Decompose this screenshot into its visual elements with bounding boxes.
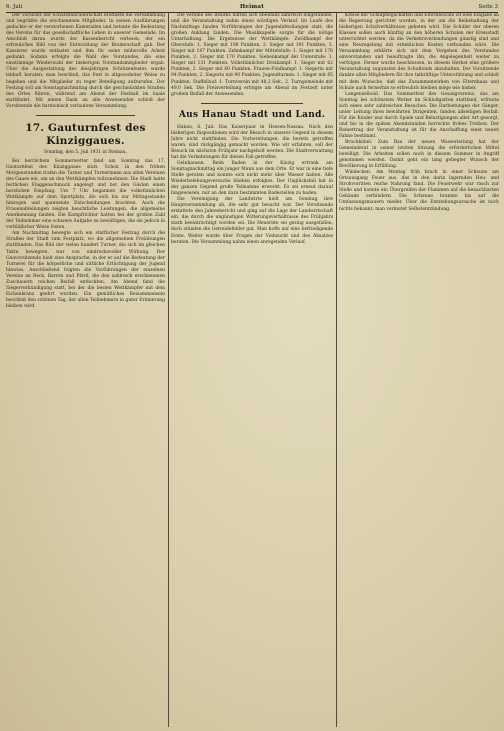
divider <box>36 115 135 116</box>
column-1 <box>6 13 165 727</box>
column-2 <box>171 13 333 727</box>
header-title: Heimat <box>240 4 264 10</box>
header-page-number: Seite 3 <box>478 4 498 10</box>
article-paragraph: Die Vereine des Bezirks hatten sich ebenfalls zahlreich eingefunden, und die Veranstaltung nahm einen würdigen Verlauf. Im Laufe des Nachmittags fanden Vorführungen der Jugendabteilungen statt, die großen Anklang fanden. Die Musikkapelle sorgte für die nötige Unterhaltung. Die Ergebnisse der Wettkämpfe: Zwölfkampf der Oberstufe: 1. Sieger mit 198 Punkten, 2. Sieger mit 191 Punkten, 3. Sieger mit 187 Punkten. Zehnkampf der Mittelstufe: 1. Sieger mit 176 Punkten, 2. Sieger mit 170 Punkten. Siebenkampf der Unterstufe: 1. Sieger mit 131 Punkten. Volkstümlicher Dreikampf: 1. Sieger mit 62 Punkten, 2. Sieger mit 60 Punkten. Frauen-Fünfkampf: 1. Siegerin mit 94 Punkten, 2. Siegerin mit 90 Punkten. Jugendturnen: 1. Sieger mit 85 Punkten. Staffellauf: 1. Turnverein mit 48,2 Sek., 2. Turngemeinde mit 49,0 Sek. Die Preisverteilung erfolgte am Abend im Festzelt unter großem Beifall der Anwesenden. <box>171 13 333 97</box>
article-paragraph: Am Nachmittag bewegte sich ein stattlicher Festzug durch die Straßen der Stadt zum Festplatz, wo die allgemeinen Freiübungen stattfanden. Das Bild der vielen hundert Turner, die sich im gleichen Takte bewegten, war von eindrucksvoller Wirkung. Der Gauvorsitzende hielt eine Ansprache, in der er auf die Bedeutung der Turnerei für die körperliche und sittliche Ertüchtigung der Jugend hinwies. Anschließend folgten die Vorführungen der einzelnen Vereine an Reck, Barren und Pferd, die den zahlreich erschienenen Zuschauern reichen Beifall entlockten. Am Abend fand die Siegerverkündigung statt, bei der die besten Wettkämpfer mit dem Eichenkranz geehrt wurden. Ein gemütliches Beisammensein beschloß den schönen Tag, der allen Teilnehmern in guter Erinnerung bleiben wird. <box>6 231 165 309</box>
article-subheading: Sonntag, den 5. Juli 1931 in Steinau. <box>44 149 127 155</box>
article-paragraph: Hanau, 6. Juli. Das Kaiserpaar in Hessen-Nassau. Nach den bisherigen Dispositionen wird der Besuch in unserer Gegend in diesem Jahre nicht stattfinden. Die Vorbereitungen, die bereits getroffen waren, sind rückgängig gemacht worden. Wie wir erfahren, soll der Besuch im nächsten Frühjahr nachgeholt werden. Die Stadtverwaltung hat die Vorkehrungen für diesen Fall getroffen. <box>171 124 333 160</box>
article-paragraph: Die Vereinigung der Landwirte hielt am Sonntag ihre Hauptversammlung ab, die sehr gut besucht war. Der Vorsitzende erstattete den Jahresbericht und ging auf die Lage der Landwirtschaft ein, die durch die ungünstigen Witterungsverhältnisse des Frühjahrs stark beeinträchtigt worden sei. Die Heuernte sei gering ausgefallen, doch stünden die Getreidefelder gut. Man hoffe auf eine befriedigende Ernte. Weiter wurde über Fragen der Viehzucht und des Absatzes beraten. Die Versammlung nahm einen anregenden Verlauf. <box>171 197 333 245</box>
divider <box>201 103 303 104</box>
article-paragraph: Gelnhausen. Beim Baden in der Kinzig ertrank am Sonntagnachmittag ein junger Mann aus dem Orte. Er war in eine tiefe Stelle geraten und konnte sich nicht mehr über Wasser halten. Alle Wiederbelebungsversuche blieben erfolglos. Der Unglücksfall hat in der ganzen Gegend große Teilnahme erweckt. Es sei erneut darauf hingewiesen, nur an den dazu bestimmten Badestellen zu baden. <box>171 160 333 197</box>
column-3 <box>339 13 499 727</box>
page-header <box>6 2 498 13</box>
article-paragraph: Bei herrlichem Sommerwetter fand am Sonntag das 17. Gauturnfest des Kinziggaues statt. Schon in den frühen Morgenstunden trafen die Turner und Turnerinnen aus allen Vereinen des Gaues ein, um an den Wettkämpfen teilzunehmen. Die Stadt hatte festlichen Flaggenschmuck angelegt und bot den Gästen einen herzlichen Empfang. Um 7 Uhr begannen die volkstümlichen Wettkämpfe auf dem Sportplatz, die sich bis zur Mittagsstunde hinzogen und spannende Entscheidungen brachten. Auch die Frauenabteilungen zeigten beachtliche Leistungen, die allgemeine Anerkennung fanden. Die Kampfrichter hatten bei der großen Zahl der Teilnehmer eine schwere Aufgabe zu bewältigen, die sie jedoch in vorbildlicher Weise lösten. <box>6 158 165 231</box>
column-rule <box>168 13 169 727</box>
article-intro: Der Vorsitzer der Schützenbruderschaft eröffnete die Versammlung und begrüßte die erschienenen Mitglieder. In seinen Ausführungen gedachte er der verstorbenen Kameraden und betonte die Bedeutung des Vereins für das gesellschaftliche Leben in unserer Gemeinde. Im Anschluß daran wurde der Kassenbericht verlesen, der ein erfreuliches Bild von der Entwicklung der Bruderschaft gab. Der Kassierer wurde entlastet und ihm für seine mühevolle Arbeit gedankt. Sodann erfolgte die Wahl des Vorstandes, die eine einstimmige Wiederwahl der bisherigen Vorstandsmitglieder ergab. Über die Ausgestaltung des diesjährigen Schützenfestes wurde lebhaft beraten; man beschloß, das Fest in altgewohnter Weise zu begehen und die Mitglieder zu reger Beteiligung aufzurufen. Der Festzug soll am Sonntagnachmittag durch die geschmückten Straßen des Ortes führen, während am Abend der Festball im Saale stattfindet. Mit einem Dank an alle Anwesenden schloß der Vorsitzende die harmonisch verlaufene Versammlung. <box>6 13 165 109</box>
article-paragraph: Windecken. Am Montag früh brach in einer Scheune am Ortsausgang Feuer aus, das in den darin lagernden Heu- und Strohvorräten reiche Nahrung fand. Die Feuerwehr war rasch zur Stelle und konnte ein Übergreifen der Flammen auf die benachbarten Gebäude verhindern. Die Scheune brannte bis auf die Umfassungsmauern nieder. Über die Entstehungsursache ist noch nichts bekannt; man vermutet Selbstentzündung. <box>339 170 499 212</box>
article-paragraph: Kreise der Schulpflegschaften und Elternbeiräte ist eine Eingabe an die Regierung gerichtet worden, in der um die Beibehaltung der bisherigen Schulverhältnisse gebeten wird. Die Schüler der oberen Klassen sollen auch künftig an den höheren Schulen der Kreisstadt unterrichtet werden, da die Verkehrsverbindungen günstig sind und eine Neuregelung mit erheblichen Kosten verbunden wäre. Die Versammlung erklärte sich mit dem Vorgehen des Vorstandes einverstanden und beauftragte ihn, die Angelegenheit weiter zu verfolgen. Ferner wurde beschlossen, in diesem Herbst eine größere Veranstaltung zugunsten des Schulfonds abzuhalten. Der Vorsitzende dankte allen Mitgliedern für ihre tatkräftige Unterstützung und schloß mit dem Wunsche, daß das Zusammenwirken von Elternhaus und Schule auch fernerhin so erfreulich bleiben möge wie bisher. <box>339 13 499 91</box>
column-rule <box>336 13 337 727</box>
header-date: 6. Juli <box>6 4 23 10</box>
article-paragraph: Bruchköbel. Zum Bau der neuen Wasserleitung hat der Gemeinderat in seiner letzten Sitzung die erforderlichen Mittel bewilligt. Die Arbeiten sollen noch in diesem Sommer in Angriff genommen werden. Damit geht ein lang gehegter Wunsch der Bevölkerung in Erfüllung. <box>339 139 499 170</box>
article-heading: 17. Gauturnfest des Kinziggaues. <box>25 121 146 147</box>
article-paragraph: Langenselbold. Das Sommerfest des Gesangvereins, das am Sonntag bei schönstem Wetter im Schloßgarten stattfand, erfreute sich eines sehr zahlreichen Besuches. Die Darbietungen der Sänger, unter Leitung ihres bewährten Dirigenten, fanden allseitigen Beifall. Für die Kinder war durch Spiele und Belustigungen aller Art gesorgt, und bis in die späten Abendstunden herrschte frohes Treiben. Der Reinertrag der Veranstaltung ist für die Anschaffung einer neuen Fahne bestimmt. <box>339 91 499 139</box>
section-heading: Aus Hanau Stadt und Land. <box>178 109 326 120</box>
